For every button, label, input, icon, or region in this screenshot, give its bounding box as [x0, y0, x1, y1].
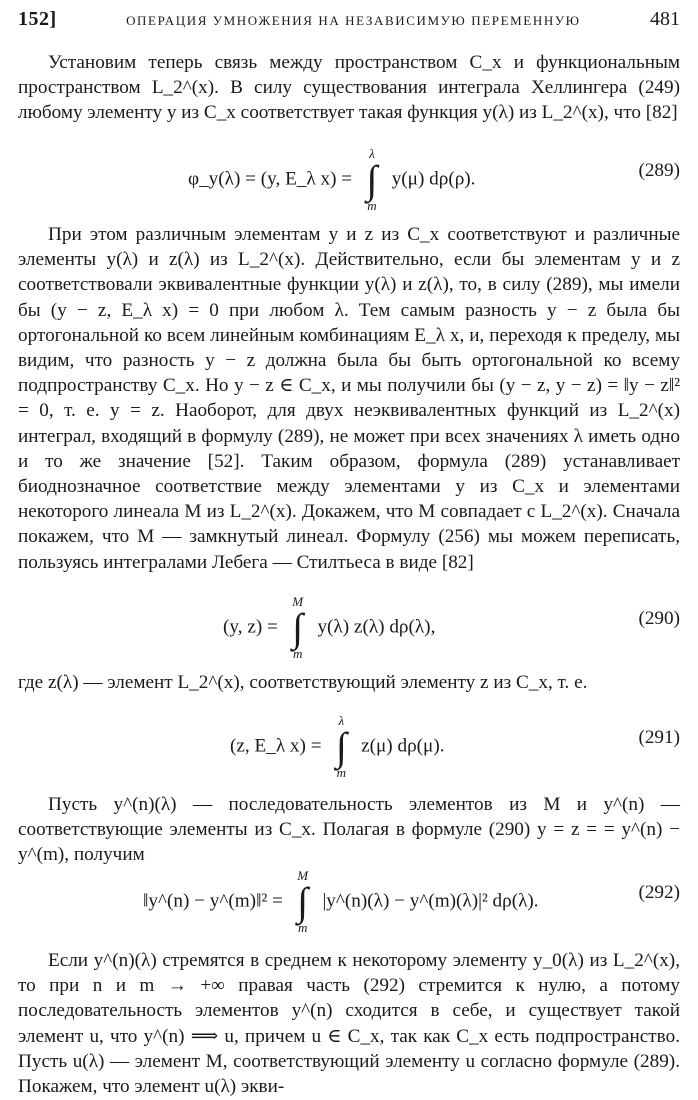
lower-limit: m: [367, 198, 377, 213]
formula-integrand: y(μ) dρ(ρ).: [391, 168, 476, 190]
upper-limit: λ: [369, 146, 375, 161]
lower-limit: m: [297, 920, 308, 935]
running-header: [18, 8, 680, 36]
formula-integrand: y(λ) z(λ) dρ(λ),: [317, 616, 436, 638]
paragraph: где z(λ) — элемент L_2^(x), соответствующий элементу z из C_x, т. е.: [18, 672, 588, 693]
paragraph: При этом различным элементам y и z из C_x соответствуют и различные элементы y(λ) и z(λ) из L_2^(x). Действительно, если бы элементам y и z соответствовали эквивалентные функции y(λ) и z(λ), то, в силу (289), мы имели бы (y − z, E_λ x) = 0 при любом λ. Тем самым разность y − z была бы ортогональной ко всем линейным комбинациям E_λ x, и, переходя к пределу, мы видим, что разность y − z должна была бы быть ортогональной ко всему подпространству C_x. Но y − z ∈ C_x, и мы получили бы (y − z, y − z) = ‖y − z‖² = 0, т. е. y = z. Наоборот, для двух неэквивалентных функций из L_2^(x) интеграл, входящий в формулу (289), не может при всех значениях λ иметь одно и то же значение [52]. Таким образом, формула (289) устанавливает биоднозначное соответствие между элементами y из C_x и элементами некоторого линеала M из L_2^(x). Докажем, что M совпадает с L_2^(x). Сначала покажем, что M — замкнутый линеал. Формулу (256) мы можем переписать, пользуясь интегралами Лебега — Стилтьеса в виде [82]: [18, 224, 680, 573]
formula-lhs: ‖y^(n) − y^(m)‖² =: [143, 890, 283, 912]
formula-lhs: (y, z) =: [223, 616, 278, 638]
formula-body: [188, 146, 476, 213]
formula-body: [143, 868, 539, 935]
upper-limit: M: [292, 594, 304, 609]
upper-limit: M: [297, 868, 309, 883]
equation-number: (291): [638, 727, 680, 748]
integral-sign: M ∫ m: [287, 608, 309, 648]
paragraph: Установим теперь связь между пространством C_x и функциональным пространством L_2^(x). В силу существования интеграла Хеллингера (249) любому элементу y из C_x соответствует такая функция y(λ) из L_2^(x), что [82]: [18, 52, 680, 124]
formula-292: [18, 868, 680, 935]
integral-sign: λ ∫ m: [361, 160, 383, 200]
formula-291: [18, 713, 680, 780]
formula-290: [18, 594, 680, 661]
equation-number: (292): [638, 882, 680, 903]
formula-body: [223, 594, 436, 661]
integral-sign: M ∫ m: [292, 882, 314, 922]
equation-number: (289): [638, 160, 680, 181]
upper-limit: λ: [338, 713, 345, 728]
running-title: ОПЕРАЦИЯ УМНОЖЕНИЯ НА НЕЗАВИСИМУЮ ПЕРЕМЕННУЮ: [126, 13, 581, 28]
formula-lhs: φ_y(λ) = (y, E_λ x) =: [188, 168, 353, 190]
equation-number: (290): [638, 608, 680, 629]
paragraph: Пусть y^(n)(λ) — последовательность элементов из M и y^(n) — соответствующие элементы из C_x. Полагая в формуле (290) y = z = = y^(n) − y^(m), получим: [18, 794, 680, 866]
page-number: 481: [649, 8, 680, 30]
integral-sign: λ ∫ m: [330, 727, 352, 767]
formula-289: [18, 146, 680, 213]
paragraph: Если y^(n)(λ) стремятся в среднем к некоторому элементу y_0(λ) из L_2^(x), то при n и m → +∞ правая часть (292) стремится к нулю, а потому последовательность элементов y^(n) сходится в себе, и существует такой элемент u, что y^(n) ⟹ u, причем u ∈ C_x, так как C_x есть подпространство. Пусть u(λ) — элемент M, соответствующий элементу u согласно формуле (289). Покажем, что элемент u(λ) экви-: [18, 950, 680, 1098]
lower-limit: m: [336, 765, 346, 780]
formula-integrand: |y^(n)(λ) − y^(m)(λ)|² dρ(λ).: [322, 890, 539, 912]
section-number: 152]: [18, 8, 57, 30]
formula-integrand: z(μ) dρ(μ).: [361, 735, 445, 757]
lower-limit: m: [292, 646, 303, 661]
formula-lhs: (z, E_λ x) =: [230, 735, 322, 757]
formula-body: [230, 713, 445, 780]
